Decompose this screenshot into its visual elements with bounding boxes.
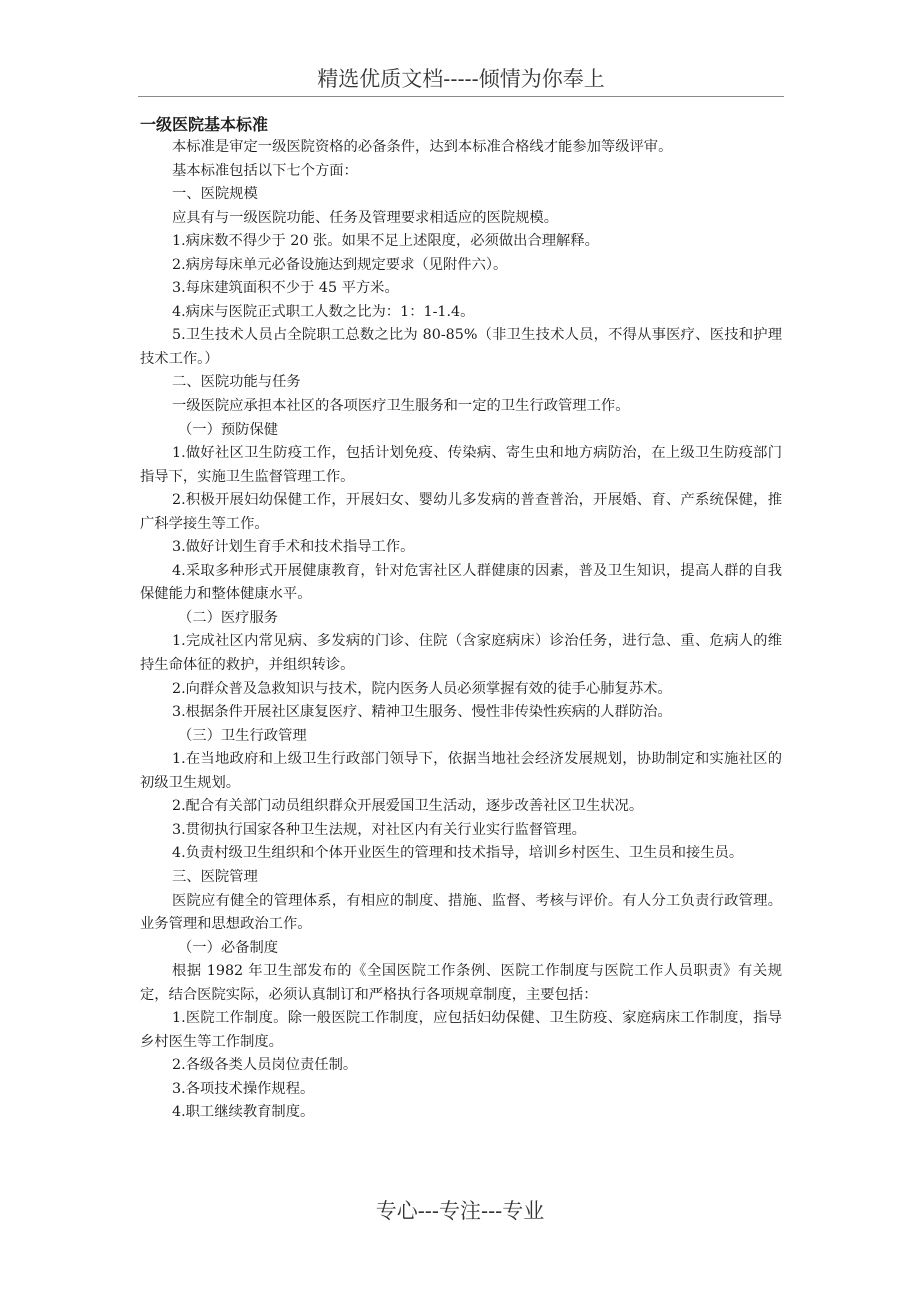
- paragraph: 根据 1982 年卫生部发布的《全国医院工作条例、医院工作制度与医院工作人员职责》有关规定，结合医院实际，必须认真制订和严格执行各项规章制度，主要包括：: [140, 963, 782, 1003]
- paragraph: 1.做好社区卫生防疫工作，包括计划免疫、传染病、寄生虫和地方病防治，在上级卫生防疫部门指导下，实施卫生监督管理工作。: [140, 445, 782, 485]
- paragraph: 1.完成社区内常见病、多发病的门诊、住院（含家庭病床）诊治任务，进行急、重、危病人的维持生命体征的救护，并组织转诊。: [140, 633, 782, 674]
- paragraph: 3.做好计划生育手术和技术指导工作。: [172, 539, 415, 556]
- paragraph: 4.负责村级卫生组织和个体开业医生的管理和技术指导，培训乡村医生、卫生员和接生员。: [172, 845, 744, 862]
- paragraph: 基本标准包括以下七个方面：: [172, 162, 358, 179]
- paragraph: 本标准是审定一级医院资格的必备条件，达到本标准合格线才能参加等级评审。: [172, 139, 673, 155]
- section-subheading: （一）必备制度: [178, 939, 279, 956]
- paragraph: 2.各级各类人员岗位责任制。: [172, 1057, 358, 1074]
- paragraph: 4.采取多种形式开展健康教育，针对危害社区人群健康的因素，普及卫生知识，提高人群的自我保健能力和整体健康水平。: [140, 562, 782, 603]
- paragraph: 3.根据条件开展社区康复医疗、精神卫生服务、慢性非传染性疾病的人群防治。: [172, 704, 672, 721]
- paragraph: 二、医院功能与任务: [172, 374, 301, 391]
- paragraph-list: [140, 136, 782, 1125]
- paragraph: 医院应有健全的管理体系，有相应的制度、措施、监督、考核与评价。有人分工负责行政管理。业务管理和思想政治工作。: [140, 892, 782, 933]
- paragraph: 1.病床数不得少于 20 张。如果不足上述限度，必须做出合理解释。: [172, 233, 599, 250]
- header-text: 精选优质文档-----倾情为你奉上: [317, 67, 605, 91]
- paragraph: 2.向群众普及急救知识与技术，院内医务人员必须掌握有效的徒手心肺复苏术。: [172, 680, 672, 697]
- document-title: 一级医院基本标准: [140, 115, 269, 134]
- section-subheading: （二）医疗服务: [178, 609, 279, 626]
- page-header: [138, 62, 784, 97]
- paragraph: 1.在当地政府和上级卫生行政部门领导下，依据当地社会经济发展规划，协助制定和实施社区的初级卫生规划。: [140, 751, 782, 791]
- paragraph: 1.医院工作制度。除一般医院工作制度，应包括妇幼保健、卫生防疫、家庭病床工作制度，指导乡村医生等工作制度。: [140, 1010, 782, 1050]
- page-footer: [0, 1196, 920, 1226]
- paragraph: 3.每床建筑面积不少于 45 平方米。: [172, 280, 399, 297]
- paragraph: 一级医院应承担本社区的各项医疗卫生服务和一定的卫生行政管理工作。: [172, 398, 630, 415]
- paragraph: 2.配合有关部门动员组织群众开展爱国卫生活动，逐步改善社区卫生状况。: [172, 798, 644, 815]
- paragraph: 3.各项技术操作规程。: [172, 1080, 315, 1097]
- paragraph: 4.病床与医院正式职工人数之比为：1：1-1.4。: [172, 303, 475, 320]
- paragraph: 一、医院规模: [172, 186, 258, 203]
- paragraph: 2.病房每床单元必备设施达到规定要求（见附件六）。: [172, 256, 508, 273]
- section-subheading: （一）预防保健: [178, 421, 279, 438]
- section-subheading: （三）卫生行政管理: [178, 727, 307, 744]
- paragraph: 4.职工继续教育制度。: [172, 1104, 315, 1121]
- footer-text: 专心---专注---专业: [375, 1199, 545, 1223]
- document-body: [140, 113, 782, 1125]
- paragraph: 5.卫生技术人员占全院职工总数之比为 80-85%（非卫生技术人员，不得从事医疗、医技和护理技术工作。）: [140, 327, 782, 367]
- paragraph: 三、医院管理: [172, 868, 258, 885]
- paragraph: 2.积极开展妇幼保健工作，开展妇女、婴幼儿多发病的普查普治，开展婚、育、产系统保健，推广科学接生等工作。: [140, 492, 782, 532]
- paragraph: 应具有与一级医院功能、任务及管理要求相适应的医院规模。: [172, 209, 559, 226]
- paragraph: 3.贯彻执行国家各种卫生法规，对社区内有关行业实行监督管理。: [172, 821, 586, 838]
